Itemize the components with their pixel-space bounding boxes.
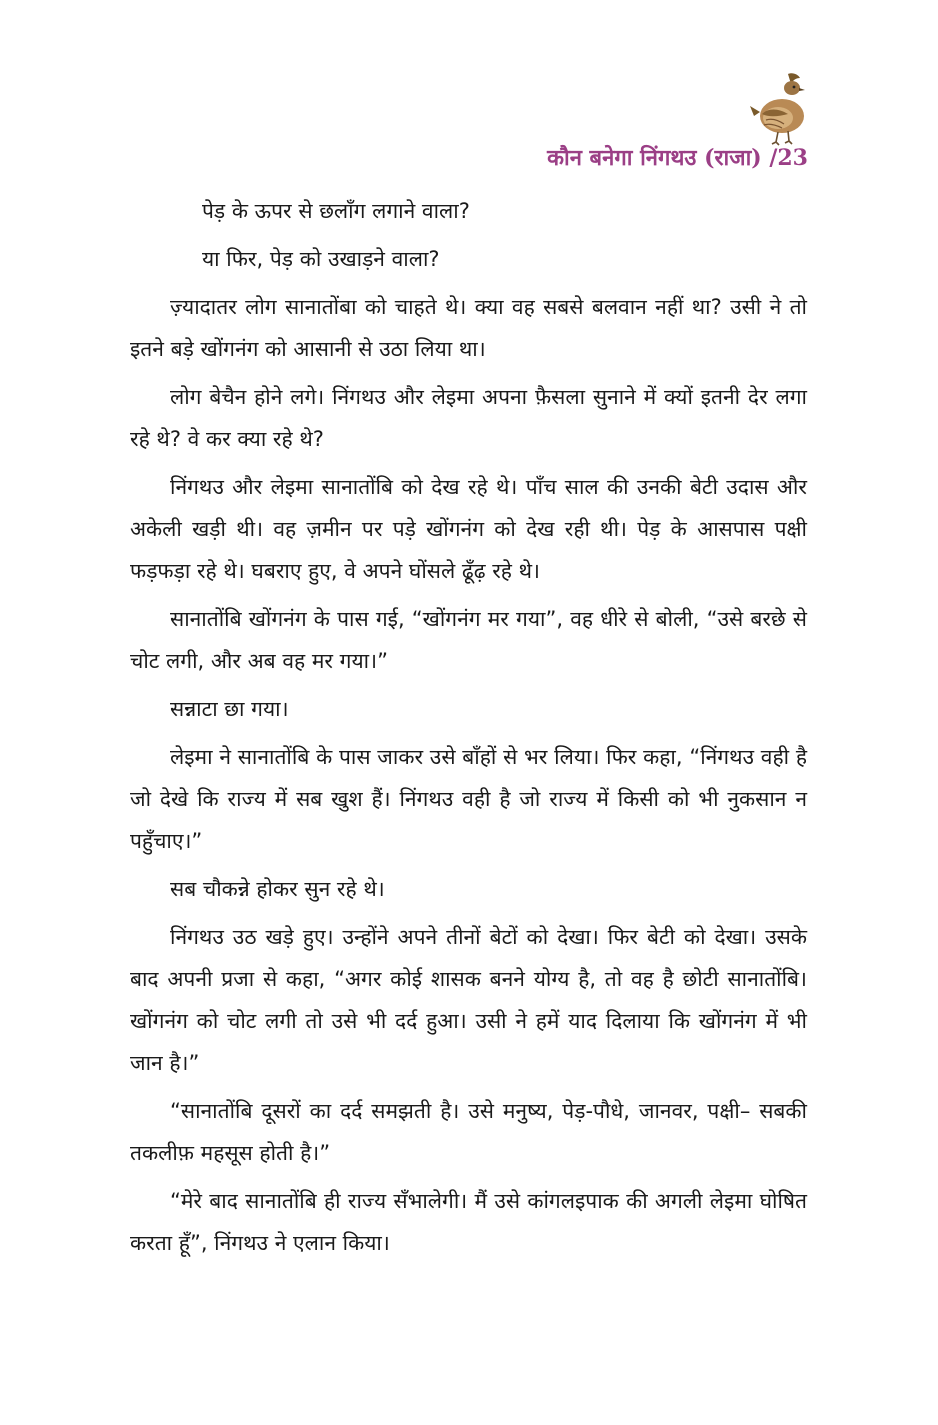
paragraph: “मेरे बाद सानातोंबि ही राज्य सँभालेगी। मैं उसे कांगलइपाक की अगली लेइमा घोषित करता हूँ”, निंगथउ ने एलान किया। xyxy=(130,1189,807,1255)
paragraph: लेइमा ने सानातोंबि के पास जाकर उसे बाँहों से भर लिया। फिर कहा, “निंगथउ वही है जो देखे कि राज्य में सब खुश हैं। निंगथउ वही है जो राज्य में किसी को भी नुकसान न पहुँचाए।” xyxy=(130,745,807,853)
verse-line: या फिर, पेड़ को उखाड़ने वाला? xyxy=(202,247,440,271)
paragraph: निंगथउ उठ खड़े हुए। उन्होंने अपने तीनों बेटों को देखा। फिर बेटी को देखा। उसके बाद अपनी प्रजा से कहा, “अगर कोई शासक बनने योग्य है, तो वह है छोटी सानातोंबि। खोंगनंग को चोट लगी तो उसे भी दर्द हुआ। उसी ने हमें याद दिलाया कि खोंगनंग में भी जान है।” xyxy=(130,925,807,1075)
paragraph: सानातोंबि खोंगनंग के पास गई, “खोंगनंग मर गया”, वह धीरे से बोली, “उसे बरछे से चोट लगी, और अब वह मर गया।” xyxy=(130,607,807,673)
paragraph: लोग बेचैन होने लगे। निंगथउ और लेइमा अपना फ़ैसला सुनाने में क्यों इतनी देर लगा रहे थे? वे कर क्या रहे थे? xyxy=(130,385,807,451)
paragraph: निंगथउ और लेइमा सानातोंबि को देख रहे थे। पाँच साल की उनकी बेटी उदास और अकेली खड़ी थी। वह ज़मीन पर पड़े खोंगनंग को देख रही थी। पेड़ के आसपास पक्षी फड़फड़ा रहे थे। घबराए हुए, वे अपने घोंसले ढूँढ़ रहे थे। xyxy=(130,475,807,583)
paragraph: ज़्यादातर लोग सानातोंबा को चाहते थे। क्या वह सबसे बलवान नहीं था? उसी ने तो इतने बड़े खोंगनंग को आसानी से उठा लिया था। xyxy=(130,295,807,361)
running-header: कौन बनेगा निंगथउ (राजा) /23 xyxy=(547,145,808,171)
page-body xyxy=(130,190,807,1270)
paragraph: सब चौकन्ने होकर सुन रहे थे। xyxy=(170,877,385,901)
paragraph: “सानातोंबि दूसरों का दर्द समझती है। उसे मनुष्य, पेड़-पौधे, जानवर, पक्षी– सबकी तकलीफ़ महसूस होती है।” xyxy=(130,1099,807,1165)
paragraph: सन्नाटा छा गया। xyxy=(170,697,289,721)
verse-line: पेड़ के ऊपर से छलाँग लगाने वाला? xyxy=(202,199,470,223)
quail-bird-icon xyxy=(748,70,814,146)
